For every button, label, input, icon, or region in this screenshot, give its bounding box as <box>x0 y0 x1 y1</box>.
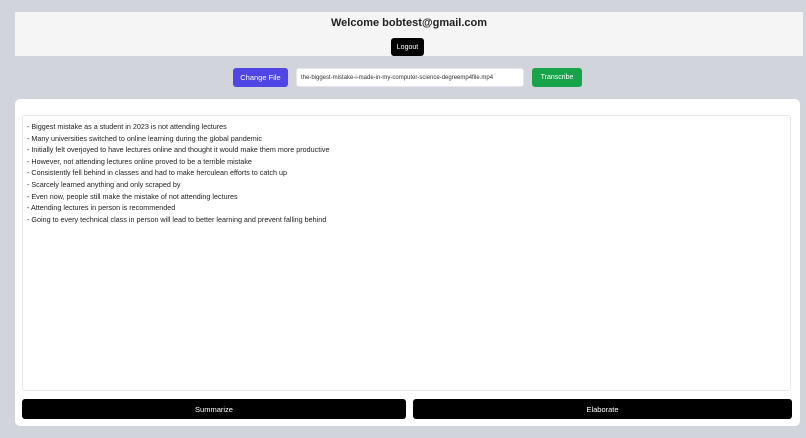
transcript-line: - Going to every technical class in person will lead to better learning and prevent falling behind <box>27 214 327 224</box>
file-name-field[interactable]: the-biggest-mistake-i-made-in-my-computer-science-degreemp4file.mp4 <box>296 68 524 87</box>
transcript-textarea[interactable] <box>22 115 791 391</box>
transcript-line: - Even now, people still make the mistake of not attending lectures <box>27 191 238 201</box>
logout-button[interactable]: Logout <box>391 38 424 56</box>
transcribe-button[interactable]: Transcribe <box>532 68 582 87</box>
transcript-line: - Initially felt overjoyed to have lectures online and thought it would make them more productive <box>27 145 330 155</box>
elaborate-button[interactable]: Elaborate <box>413 399 792 419</box>
change-file-button[interactable]: Change File <box>233 68 288 87</box>
transcript-line: - Scarcely learned anything and only scraped by <box>27 179 181 189</box>
welcome-text: Welcome bobtest@gmail.com <box>331 17 487 29</box>
transcript-line: - However, not attending lectures online proved to be a terrible mistake <box>27 156 252 166</box>
transcript-line: - Many universities switched to online learning during the global pandemic <box>27 133 262 143</box>
transcript-line: - Consistently fell behind in classes and had to make herculean efforts to catch up <box>27 168 287 178</box>
transcript-line: - Biggest mistake as a student in 2023 is not attending lectures <box>27 122 227 131</box>
transcript-line: - Attending lectures in person is recommended <box>27 203 176 213</box>
summarize-button[interactable]: Summarize <box>22 399 406 419</box>
